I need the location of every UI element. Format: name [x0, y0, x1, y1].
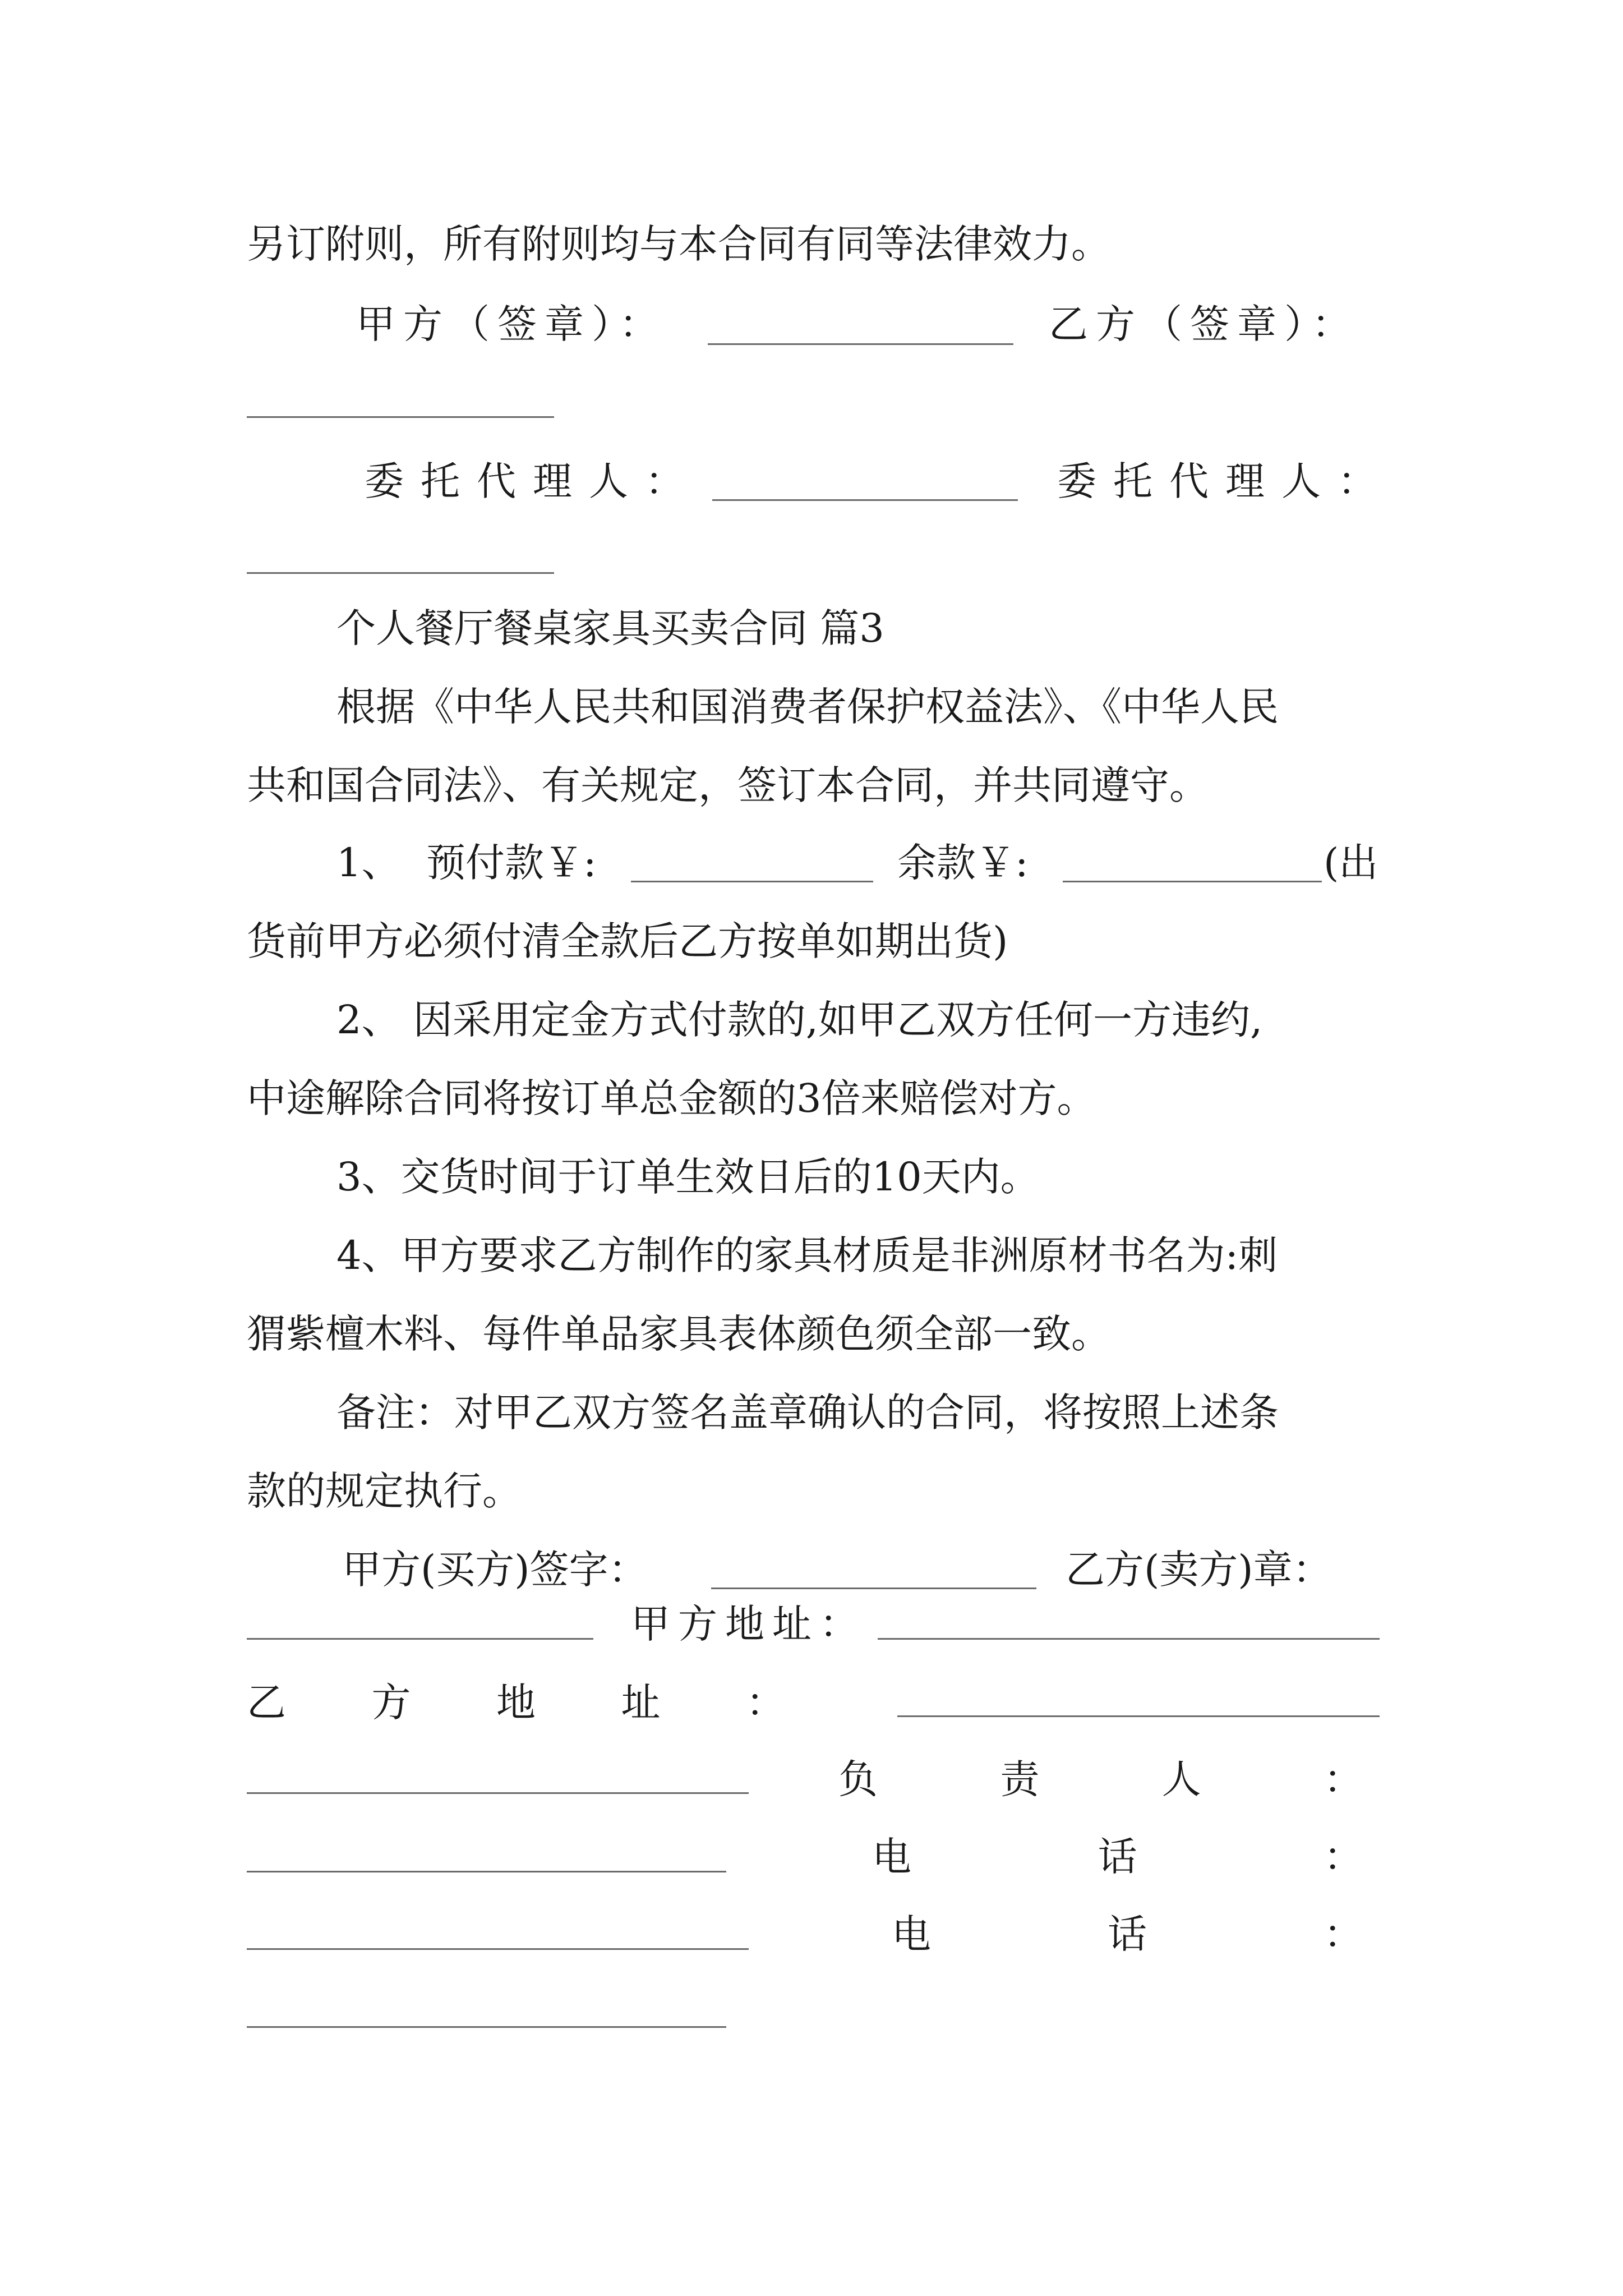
item-2-line-1: 2、 因采用定金方式付款的,如甲乙双方任何一方违约,	[336, 997, 1263, 1043]
seller-seal-blank[interactable]	[247, 1638, 593, 1640]
item-3: 3、交货时间于订单生效日后的10天内。	[336, 1154, 1040, 1200]
item-1-tail: (出	[1324, 840, 1378, 886]
item-1-prepay-label: 预付款￥:	[426, 840, 597, 886]
item-1-number: 1、	[336, 840, 401, 886]
party-a-address-blank[interactable]	[878, 1638, 1380, 1640]
para-basis-line-1: 根据《中华人民共和国消费者保护权益法》、《中华人民	[336, 684, 1279, 730]
party-a-seal-label: 甲方（签章）：	[356, 301, 666, 347]
party-b-address-char: ：	[746, 1680, 785, 1726]
section-title: 个人餐厅餐桌家具买卖合同 篇3	[336, 605, 884, 651]
responsible-blank[interactable]	[247, 1871, 726, 1872]
seller-seal-label: 乙方(卖方)章：	[1066, 1547, 1332, 1593]
buyer-sign-blank[interactable]	[711, 1588, 1036, 1589]
phone-1-blank[interactable]	[247, 1948, 749, 1950]
agent-label-2: 委托代理人：	[1057, 458, 1394, 504]
party-b-address-char: 址	[621, 1680, 661, 1726]
party-b-address-blank-continued[interactable]	[247, 1792, 749, 1794]
phone-char: 电	[872, 1834, 911, 1880]
responsible-char: 责	[1000, 1756, 1040, 1802]
party-b-address-blank[interactable]	[897, 1715, 1380, 1717]
para-basis-line-2: 共和国合同法》、有关规定，签订本合同，并共同遵守。	[247, 762, 1209, 808]
party-a-address-label: 甲方地址：	[631, 1601, 866, 1647]
phone-char: ：	[1324, 1834, 1363, 1880]
party-b-address-char: 地	[496, 1680, 536, 1726]
item-2-line-2: 中途解除合同将按订单总金额的3倍来赔偿对方。	[247, 1075, 1096, 1121]
responsible-char: ：	[1323, 1756, 1363, 1802]
responsible-char: 人	[1161, 1756, 1201, 1802]
party-b-address-char: 乙	[247, 1680, 286, 1726]
item-1-balance-label: 余款￥:	[897, 840, 1029, 886]
buyer-sign-label: 甲方(买方)签字：	[342, 1547, 648, 1593]
phone-char: 电	[892, 1911, 931, 1957]
balance-amount-blank[interactable]	[1063, 881, 1322, 882]
agent-blank-2[interactable]	[247, 572, 554, 574]
phone-label-2	[892, 1906, 1363, 1962]
phone-2-blank[interactable]	[247, 2026, 726, 2028]
remark-line-2: 款的规定执行。	[247, 1468, 522, 1514]
agent-blank-1[interactable]	[712, 499, 1018, 501]
phone-label-1	[872, 1829, 1363, 1885]
party-b-address-label	[247, 1674, 785, 1731]
text-line: 另订附则，所有附则均与本合同有同等法律效力。	[247, 221, 1110, 267]
prepay-amount-blank[interactable]	[631, 881, 873, 882]
remark-line-1: 备注：对甲乙双方签名盖章确认的合同，将按照上述条	[336, 1389, 1279, 1435]
responsible-label	[838, 1751, 1363, 1807]
responsible-char: 负	[838, 1756, 878, 1802]
item-4-line-2: 猬紫檀木料、每件单品家具表体颜色须全部一致。	[247, 1311, 1110, 1357]
phone-char: 话	[1108, 1911, 1147, 1957]
agent-label-1: 委托代理人：	[365, 458, 701, 504]
party-b-address-char: 方	[371, 1680, 411, 1726]
item-4-line-1: 4、甲方要求乙方制作的家具材质是非洲原材书名为:刺	[336, 1232, 1278, 1278]
phone-char: ：	[1324, 1911, 1363, 1957]
phone-char: 话	[1098, 1834, 1137, 1880]
party-b-seal-blank[interactable]	[247, 416, 554, 418]
party-a-seal-blank[interactable]	[708, 343, 1013, 345]
party-b-seal-label: 乙方（签章）：	[1049, 301, 1359, 347]
item-1-continued: 货前甲方必须付清全款后乙方按单如期出货)	[247, 918, 1008, 964]
